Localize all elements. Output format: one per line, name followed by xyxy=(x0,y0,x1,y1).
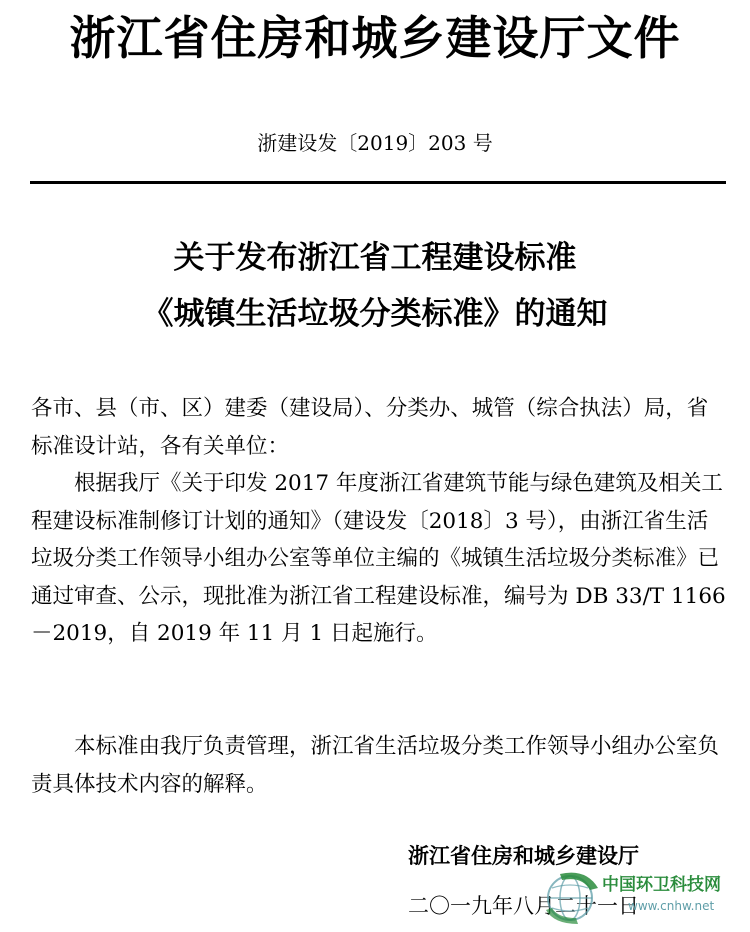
watermark-site-url: www.cnhw.net xyxy=(628,899,715,913)
notice-body-paragraph-1: 根据我厅《关于印发 2017 年度浙江省建筑节能与绿色建筑及相关工程建设标准制修订计划的通知》（建设发〔2018〕3 号），由浙江省生活垃圾分类工作领导小组办公室等单位主编的《城镇生活垃圾分类标准》已通过审查、公示，现批准为浙江省工程建设标准，编号为 DB 33/T 1166－2019，自 2019 年 11 月 1 日起施行。 xyxy=(31,471,726,646)
watermark-site-name: 中国环卫科技网 xyxy=(602,875,721,895)
document-number: 浙建设发〔2019〕203 号 xyxy=(257,131,493,155)
signature-issuer: 浙江省住房和城乡建设厅 xyxy=(408,844,639,868)
document-masthead: 浙江省住房和城乡建设厅文件 xyxy=(69,11,681,65)
notice-title-line-1: 关于发布浙江省工程建设标准 xyxy=(173,240,577,276)
signature-date: 二〇一九年八月二十一日 xyxy=(408,894,639,918)
notice-body-paragraph-2: 本标准由我厅负责管理，浙江省生活垃圾分类工作领导小组办公室负责具体技术内容的解释。 xyxy=(31,734,720,797)
site-watermark xyxy=(540,866,750,928)
globe-logo-icon xyxy=(540,866,604,928)
notice-title-line-2: 《城镇生活垃圾分类标准》的通知 xyxy=(142,296,608,332)
header-divider xyxy=(30,181,726,184)
addressee-paragraph: 各市、县（市、区）建委（建设局）、分类办、城管（综合执法）局，省标准设计站，各有关单位： xyxy=(31,396,709,459)
